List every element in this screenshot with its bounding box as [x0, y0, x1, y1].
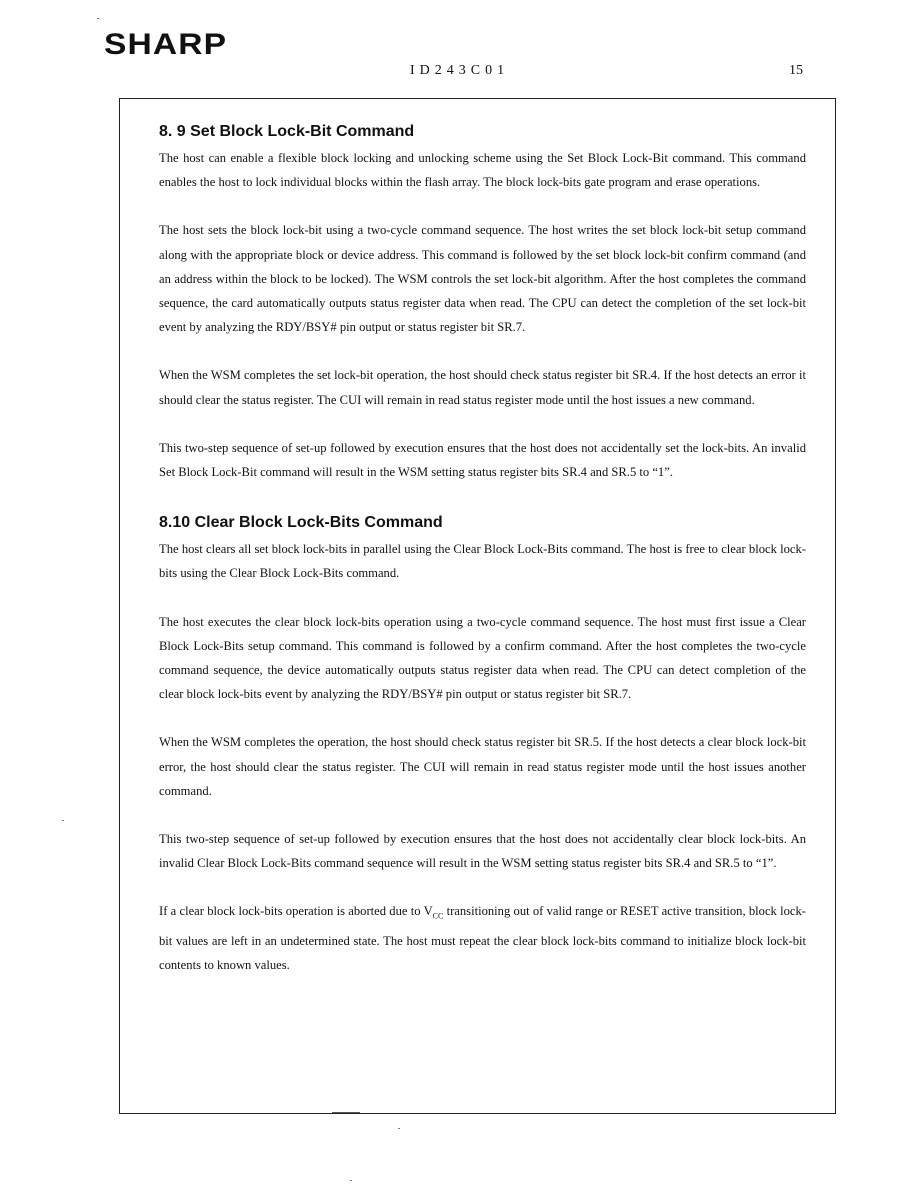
- paragraph-vcc: [159, 899, 806, 977]
- scan-speck: [398, 1128, 400, 1129]
- paragraph: The host executes the clear block lock-bits operation using a two-cycle command sequence. The host must first issue a Clear Block Lock-Bits setup command. This command is followed by a confirm command. After the host completes the two-cycle command sequence, the device automatically outputs status register data when read. The CPU can detect completion of the clear block lock-bits event by analyzing the RDY/BSY# pin output or status register bit SR.7.: [159, 614, 806, 702]
- scan-speck: [62, 820, 64, 821]
- vcc-text-after: transitioning out of valid range or RESET active transition, block lock-bit values are left in an undetermined state. The host must repeat the clear block lock-bits command to initialize block lock-bit contents to known values.: [159, 904, 806, 973]
- document-id: ID243C01: [410, 63, 510, 78]
- paragraph: This two-step sequence of set-up followed by execution ensures that the host does not accidentally set the lock-bits. An invalid Set Block Lock-Bit command will result in the WSM setting status register bits SR.4 and SR.5 to “1”.: [159, 440, 806, 480]
- scan-speck: [350, 1180, 352, 1181]
- vcc-subscript: CC: [432, 911, 444, 921]
- paragraph: The host can enable a flexible block locking and unlocking scheme using the Set Block Lock-Bit command. This command enables the host to lock individual blocks within the flash array. The block lock-bits gate program and erase operations.: [159, 151, 806, 190]
- paragraph: The host sets the block lock-bit using a two-cycle command sequence. The host writes the set block lock-bit setup command along with the appropriate block or device address. This command is followed by the set block lock-bit confirm command (and an address within the block to be locked). The WSM controls the set lock-bit algorithm. After the host completes the command sequence, the card automatically outputs status register data when read. The CPU can detect the completion of the set lock-bit event by analyzing the RDY/BSY# pin output or status register bit SR.7.: [159, 223, 806, 335]
- paragraph: The host clears all set block lock-bits in parallel using the Clear Block Lock-Bits command. The host is free to clear block lock-bits using the Clear Block Lock-Bits command.: [159, 542, 806, 581]
- scan-speck: [97, 18, 99, 19]
- section-heading-8-10: 8.10 Clear Block Lock-Bits Command: [159, 514, 443, 532]
- bottom-rule: [332, 1112, 360, 1113]
- paragraph: When the WSM completes the operation, the host should check status register bit SR.5. If the host detects a clear block lock-bit error, the host should clear the status register. The CUI will remain in read status register mode until the host issues another command.: [159, 735, 806, 798]
- page-number: 15: [789, 63, 803, 78]
- paragraph: When the WSM completes the set lock-bit operation, the host should check status register bit SR.4. If the host detects an error it should clear the status register. The CUI will remain in read status register mode until the host issues a new command.: [159, 368, 806, 407]
- section-heading-8-9: 8. 9 Set Block Lock-Bit Command: [159, 123, 415, 140]
- sharp-logo: SHARP: [104, 28, 228, 61]
- vcc-text-before: If a clear block lock-bits operation is aborted due to V: [159, 904, 433, 919]
- page-content: [159, 118, 806, 978]
- paragraph: This two-step sequence of set-up followed by execution ensures that the host does not accidentally clear block lock-bits. An invalid Clear Block Lock-Bits command sequence will result in the WSM setting status register bits SR.4 and SR.5 to “1”.: [159, 832, 806, 871]
